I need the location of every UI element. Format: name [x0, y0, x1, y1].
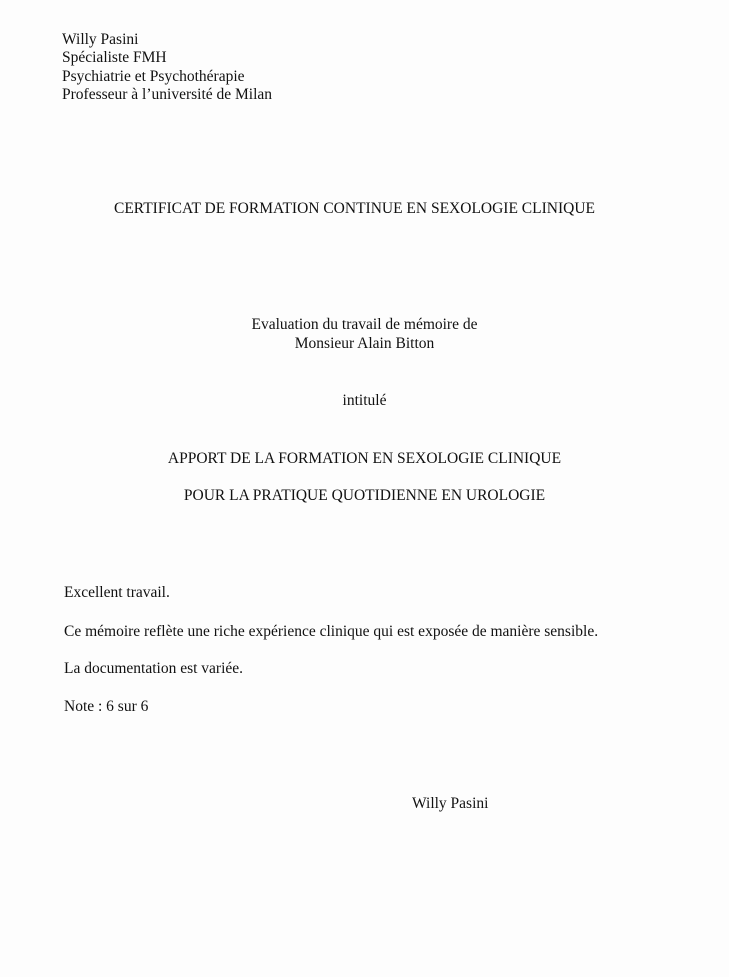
comment-excellent: Excellent travail. — [64, 584, 170, 601]
comment-documentation: La documentation est variée. — [64, 660, 244, 677]
header-specialty: Psychiatrie et Psychothérapie — [62, 68, 245, 85]
signature-name: Willy Pasini — [412, 795, 489, 812]
comment-experience: Ce mémoire reflète une riche expérience clinique qui est exposée de manière sensible. — [64, 623, 599, 640]
header-name: Willy Pasini — [62, 31, 139, 48]
comment-grade: Note : 6 sur 6 — [64, 698, 149, 715]
evaluation-line-2: Monsieur Alain Bitton — [294, 335, 435, 352]
thesis-title-line-1: APPORT DE LA FORMATION EN SEXOLOGIE CLINIQUE — [167, 450, 562, 467]
thesis-title-line-2: POUR LA PRATIQUE QUOTIDIENNE EN UROLOGIE — [183, 487, 546, 504]
evaluation-line-1: Evaluation du travail de mémoire de — [251, 316, 478, 333]
evaluation-titled: intitulé — [342, 392, 387, 409]
header-title: Spécialiste FMH — [62, 49, 167, 66]
header-position: Professeur à l’université de Milan — [62, 86, 273, 103]
certificate-title: CERTIFICAT DE FORMATION CONTINUE EN SEXOLOGIE CLINIQUE — [114, 200, 595, 217]
